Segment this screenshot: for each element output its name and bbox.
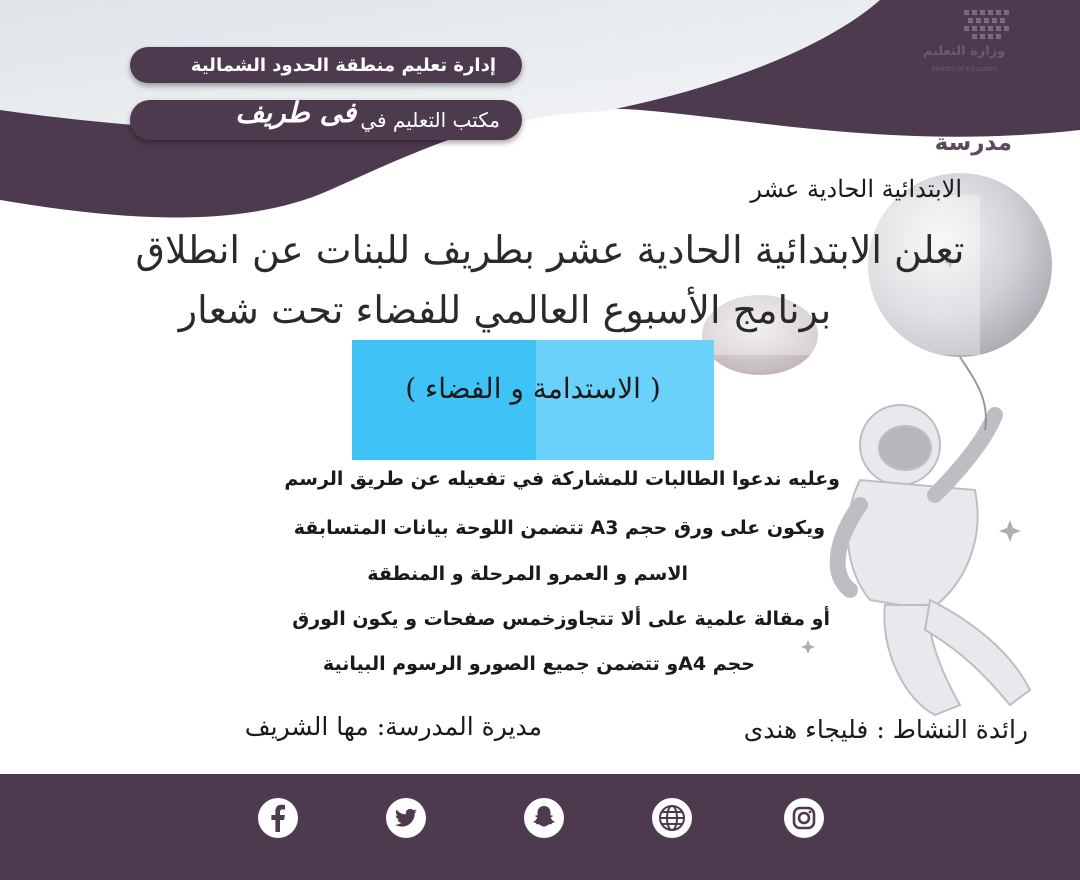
ministry-name-english: Ministry of Education <box>931 66 997 73</box>
principal-signature: مديرة المدرسة: مها الشريف <box>244 712 542 741</box>
school-name: الابتدائية الحادية عشر <box>750 175 962 203</box>
body-line-3: الاسم و العمرو المرحلة و المنطقة <box>367 563 688 585</box>
office-label: مكتب التعليم في <box>360 108 500 132</box>
globe-icon <box>650 796 694 840</box>
ministry-name-arabic: وزارة التعليم <box>922 44 1006 59</box>
slogan-text: ( الاستدامة و الفضاء ) <box>405 372 661 405</box>
body-line-1: وعليه ندعوا الطالبات للمشاركة في تفعيله عن طريق الرسم <box>284 468 840 490</box>
region-label: إدارة تعليم منطقة الحدود الشمالية <box>190 54 496 76</box>
instagram-link[interactable] <box>782 790 826 846</box>
snapchat-icon <box>522 796 566 840</box>
region-banner <box>130 47 522 83</box>
facebook-icon <box>256 796 300 840</box>
instagram-icon <box>782 796 826 840</box>
snapchat-link[interactable] <box>522 790 566 846</box>
activity-leader-signature: رائدة النشاط : فليجاء هندى <box>743 715 1028 744</box>
body-line-4: أو مقالة علمية على ألا تتجاوزخمس صفحات و يكون الورق <box>292 608 830 630</box>
office-city: فى طريف <box>235 95 357 129</box>
twitter-link[interactable] <box>384 790 428 846</box>
website-link[interactable] <box>650 790 694 846</box>
announcement-line-2: برنامج الأسبوع العالمي للفضاء تحت شعار <box>178 288 832 332</box>
facebook-link[interactable] <box>256 790 300 846</box>
twitter-icon <box>384 796 428 840</box>
school-label: مدرسة <box>934 130 1012 156</box>
announcement-line-1: تعلن الابتدائية الحادية عشر بطريف للبنات عن انطلاق <box>135 228 965 272</box>
body-line-2: ويكون على ورق حجم A3 تتضمن اللوحة بيانات المتسابقة <box>293 517 825 539</box>
office-banner <box>130 95 522 140</box>
body-line-5: حجم A4و تتضمن جميع الصورو الرسوم البيانية <box>322 653 755 675</box>
